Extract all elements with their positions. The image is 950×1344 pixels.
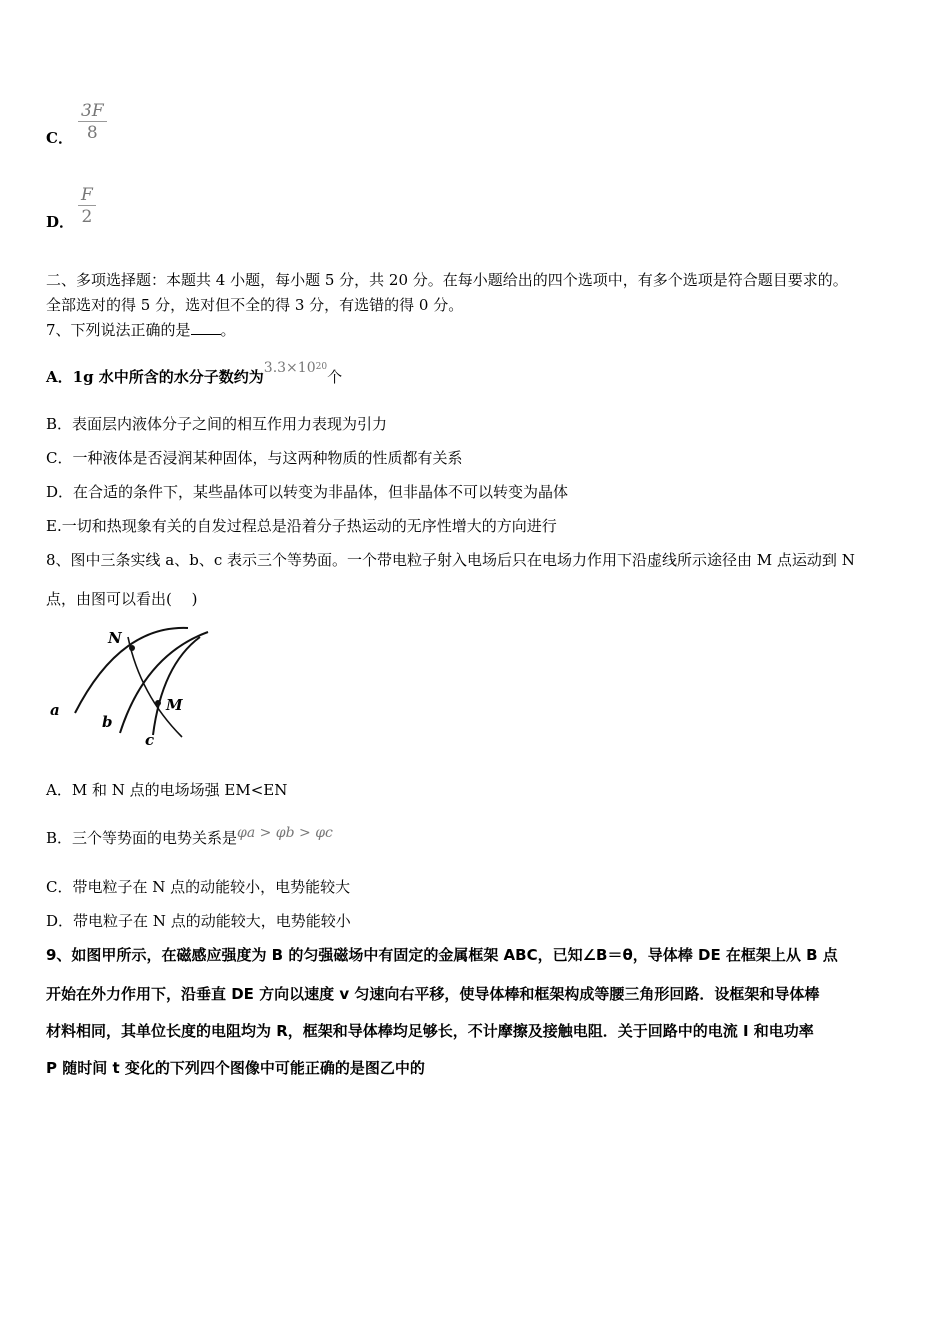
q7-option-a-exponent: 20 xyxy=(315,362,328,372)
q8-stem-line1: 8、图中三条实线 a、b、c 表示三个等势面。一个带电粒子射入电场后只在电场力作用下沿虚线所示途径由 M 点运动到 N xyxy=(46,551,855,569)
q7-stem xyxy=(46,320,236,340)
q7-answer-blank xyxy=(191,320,221,335)
option-c-fraction xyxy=(78,101,107,144)
q7-option-a-text: A．1g 水中所含的水分子数约为 xyxy=(46,368,264,386)
q9-stem-line4: P 随时间 t 变化的下列四个图像中可能正确的是图乙中的 xyxy=(46,1059,425,1077)
q7-option-c: C．一种液体是否浸润某种固体，与这两种物质的性质都有关系 xyxy=(46,449,463,467)
q8-option-b xyxy=(46,825,333,849)
label-b: b xyxy=(102,713,113,731)
q8-option-b-text: B．三个等势面的电势关系是 xyxy=(46,829,238,847)
q7-option-a-mantissa: 3.3×10 xyxy=(263,360,316,376)
section2-instructions-line1: 二、多项选择题：本题共 4 小题，每小题 5 分，共 20 分。在每小题给出的四个选项中，有多个选项是符合题目要求的。 xyxy=(46,271,848,289)
q7-option-a xyxy=(46,360,343,388)
label-m: M xyxy=(166,696,183,714)
q8-option-a: A．M 和 N 点的电场场强 EM<EN xyxy=(46,781,288,799)
q8-option-d: D．带电粒子在 N 点的动能较大，电势能较小 xyxy=(46,912,351,930)
q8-stem-line2: 点，由图可以看出( ) xyxy=(46,590,198,608)
equipotential-c xyxy=(153,637,200,735)
q7-stem-text: 7、下列说法正确的是 xyxy=(46,321,191,339)
point-m xyxy=(155,700,161,706)
option-d-denominator: 2 xyxy=(81,207,93,227)
section2-instructions-line2: 全部选对的得 5 分，选对但不全的得 3 分，有选错的得 0 分。 xyxy=(46,296,464,314)
q8-option-b-math: φa > φb > φc xyxy=(237,825,333,841)
point-n xyxy=(129,645,135,651)
q7-option-e: E.一切和热现象有关的自发过程总是沿着分子热运动的无序性增大的方向进行 xyxy=(46,517,557,535)
q9-stem-line3: 材料相同，其单位长度的电阻均为 R，框架和导体棒均足够长，不计摩擦及接触电阻．关于回路中的电流 I 和电功率 xyxy=(46,1022,814,1040)
option-d-label: D． xyxy=(46,213,75,231)
q9-stem-line2: 开始在外力作用下，沿垂直 DE 方向以速度 v 匀速向右平移，使导体棒和框架构成等腰三角形回路．设框架和导体棒 xyxy=(46,985,820,1003)
q7-option-a-unit: 个 xyxy=(327,368,343,386)
option-c-numerator: 3F xyxy=(78,101,107,122)
option-c-denominator: 8 xyxy=(86,123,98,143)
option-c-label: C． xyxy=(46,129,73,147)
label-c: c xyxy=(145,731,155,749)
label-a: a xyxy=(50,701,60,719)
q7-option-a-math xyxy=(264,360,327,376)
option-d-numerator: F xyxy=(78,185,96,206)
q8-option-c: C．带电粒子在 N 点的动能较小，电势能较大 xyxy=(46,878,351,896)
option-d-fraction xyxy=(78,185,96,228)
label-n: N xyxy=(108,629,122,647)
q9-stem-line1: 9、如图甲所示，在磁感应强度为 B 的匀强磁场中有固定的金属框架 ABC，已知∠B＝θ，导体棒 DE 在框架上从 B 点 xyxy=(46,946,838,964)
q7-stem-end: 。 xyxy=(220,321,236,339)
q7-option-d: D．在合适的条件下，某些晶体可以转变为非晶体，但非晶体不可以转变为晶体 xyxy=(46,483,569,501)
q7-option-b: B．表面层内液体分子之间的相互作用力表现为引力 xyxy=(46,415,388,433)
q8-equipotential-figure xyxy=(40,615,220,750)
